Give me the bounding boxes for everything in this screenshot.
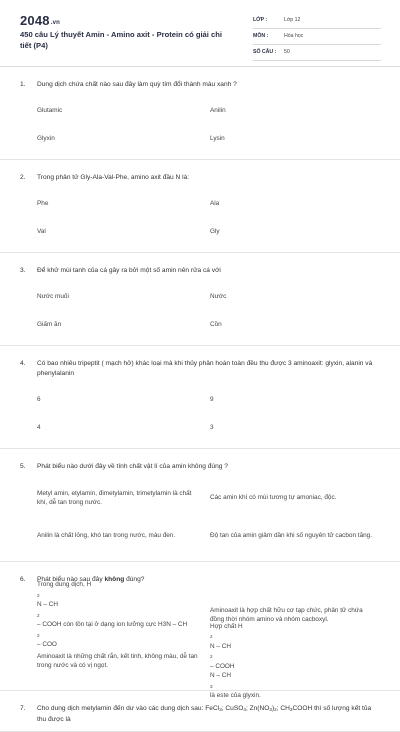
option-a[interactable]: Trong dung dịch, H $_2$ N – CH $_2$ – COOH còn tồn tại ở dạng ion lưỡng cực H3N – CH $_2$ – COO <box>37 581 188 649</box>
question-number: 3. <box>20 267 26 274</box>
question-number: 1. <box>20 81 26 88</box>
option-c[interactable]: Val <box>37 228 46 236</box>
question-number: 4. <box>20 360 26 367</box>
option-d[interactable]: Hợp chất H $_2$ N – CH $_2$ – COOH N – CH $_3$ là este của glyxin. <box>210 622 261 699</box>
option-b[interactable]: Nước <box>210 293 227 301</box>
question-text: Để khử mùi tanh của cá gây ra bởi một số amin nên rửa cá với <box>37 267 221 274</box>
question-text: Phát biểu nào dưới đây về tính chất vật lí của amin không đúng ? <box>37 463 228 470</box>
question-2 <box>0 160 400 253</box>
option-b[interactable]: Anilin <box>210 107 226 115</box>
question-text: Cho dung dịch metylamin đến dư vào các dung dịch sau: FeCl$_3$; CuSO$_4$; $Zn(NO_3)_2$; $CH_3COOH$ thì số lượng kết tủa thu được là <box>37 705 372 723</box>
question-7 <box>0 691 400 732</box>
document-meta <box>253 14 381 62</box>
option-a[interactable]: Metyl amin, etylamin, đimetylamin, trimetylamin là chất khí, dễ tan trong nước. <box>37 489 192 506</box>
question-number: 2. <box>20 174 26 181</box>
option-d[interactable]: 3 <box>210 424 214 432</box>
document-header <box>0 0 400 62</box>
option-c[interactable]: 4 <box>37 424 41 432</box>
question-text: Dung dịch chứa chất nào sau đây làm quỳ tím đổi thành màu xanh ? <box>37 81 237 88</box>
option-b[interactable]: Các amin khí có mùi tương tự amoniac, độc. <box>210 494 337 502</box>
question-5 <box>0 449 400 562</box>
option-a[interactable]: 6 <box>37 396 41 404</box>
site-logo[interactable]: 2048.vn <box>20 13 61 28</box>
option-b[interactable]: Aminoaxit là hợp chất hữu cơ tạp chức, phân tử chứa đồng thời nhóm amino và nhóm cacboxyl. <box>210 606 363 623</box>
question-4 <box>0 346 400 449</box>
question-3 <box>0 253 400 346</box>
option-a[interactable]: Glutamic <box>37 107 63 115</box>
option-a[interactable]: Phe <box>37 200 49 208</box>
question-list <box>0 67 400 723</box>
option-d[interactable]: Gly <box>210 228 220 236</box>
question-6 <box>0 562 400 699</box>
option-b[interactable]: Ala <box>210 200 220 208</box>
option-d[interactable]: Lysin <box>210 135 225 143</box>
document-title: 450 câu Lý thuyết Amin - Amino axit - Protein có giải chi tiết (P4) <box>20 30 222 50</box>
question-text: Phát biểu nào sau đây không đúng? <box>37 576 145 583</box>
question-number: 7. <box>20 705 26 712</box>
question-text: Có bao nhiêu tripeptit ( mạch hở) khác loại mà khi thủy phân hoàn toàn đều thu được 3 aminoaxit: glyxin, alanin và phenylalanin <box>37 360 373 377</box>
option-b[interactable]: 9 <box>210 396 214 404</box>
question-1 <box>0 67 400 160</box>
meta-question-count: SỐ CÂU : 50 <box>253 46 381 61</box>
meta-subject: MÔN : Hóa học <box>253 30 381 45</box>
option-c[interactable]: Aminoaxit là những chất rắn, kết tinh, không màu, dễ tan trong nước và có vị ngọt. <box>37 652 198 669</box>
question-number: 6. <box>20 576 26 583</box>
question-text: Trong phân tử Gly-Ala-Val-Phe, amino axit đầu N là: <box>37 174 190 181</box>
option-c[interactable]: Anilin là chất lỏng, khó tan trong nước, màu đen. <box>37 532 176 540</box>
option-d[interactable]: Độ tan của amin giảm dần khi số nguyên tử cacbon tăng. <box>210 532 373 540</box>
option-d[interactable]: Cồn <box>210 321 222 329</box>
option-c[interactable]: Glyxin <box>37 135 55 143</box>
question-number: 5. <box>20 463 26 470</box>
option-c[interactable]: Giấm ăn <box>37 321 62 329</box>
meta-class: LỚP : Lớp 12 <box>253 14 381 29</box>
option-a[interactable]: Nước muối <box>37 293 69 301</box>
